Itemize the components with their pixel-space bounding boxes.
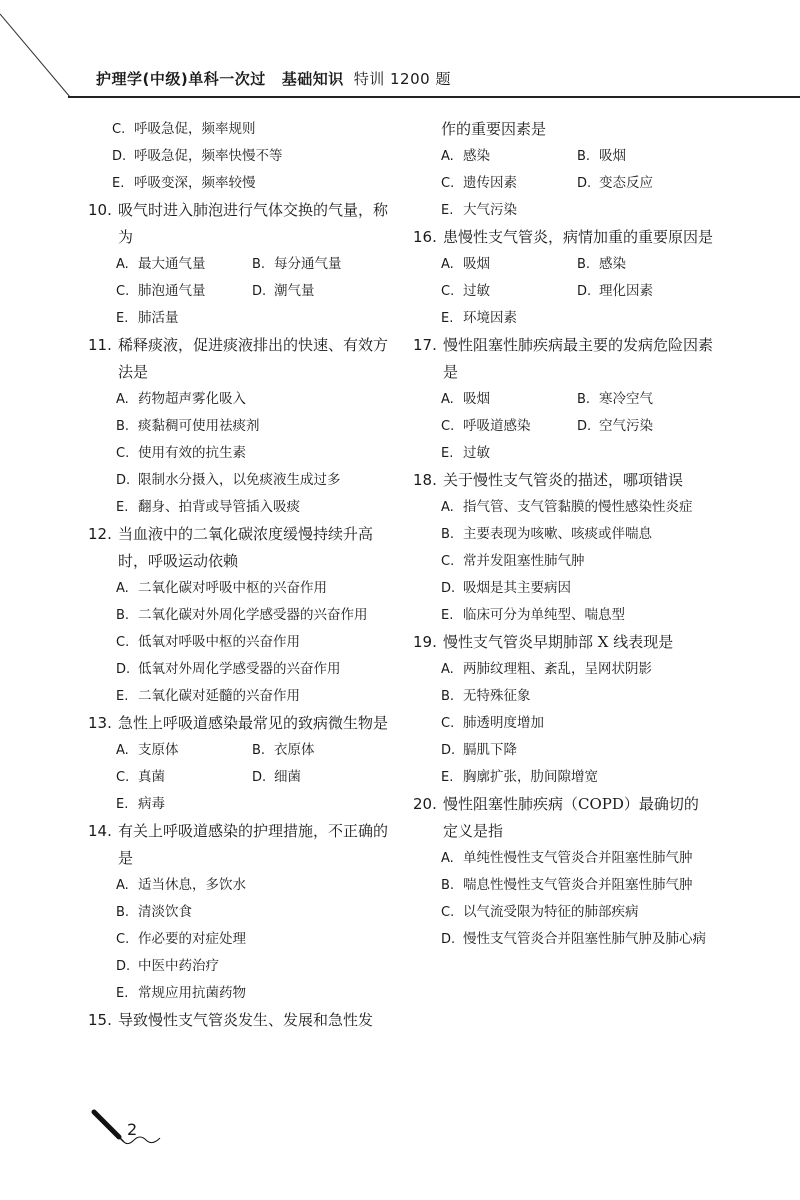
option-row: A. 吸烟 B. 寒冷空气 xyxy=(441,391,653,407)
option: D. 呼吸急促，频率快慢不等 xyxy=(112,148,283,164)
option: D. 吸烟是其主要病因 xyxy=(441,580,571,596)
question-14: 14. 有关上呼吸道感染的护理措施，不正确的是 xyxy=(88,822,389,867)
header-rule xyxy=(68,96,800,98)
option: C. 作必要的对症处理 xyxy=(116,931,246,947)
question-20: 20. 慢性阻塞性肺疾病（COPD）最确切的定义是指 xyxy=(413,795,699,840)
option: E. 翻身、拍背或导管插入吸痰 xyxy=(116,499,300,515)
option: E. 胸廓扩张，肋间隙增宽 xyxy=(441,769,598,785)
header-series: 特训 1200 题 xyxy=(353,70,451,88)
option: B. 二氧化碳对外周化学感受器的兴奋作用 xyxy=(116,607,368,623)
question-13: 13. 急性上呼吸道感染最常见的致病微生物是 xyxy=(88,714,389,732)
question-19: 19. 慢性支气管炎早期肺部 X 线表现是 xyxy=(413,633,674,651)
left-column xyxy=(88,116,388,1034)
option: C. 肺透明度增加 xyxy=(441,715,544,731)
option-row: C. 遗传因素 D. 变态反应 xyxy=(441,175,653,191)
page-number: 2 xyxy=(127,1120,138,1139)
option: C. 使用有效的抗生素 xyxy=(116,445,246,461)
option-row: E. 肺活量 xyxy=(116,310,179,326)
header-part: 基础知识 xyxy=(281,70,344,88)
option-row: C. 过敏 D. 理化因素 xyxy=(441,283,653,299)
question-10: 10. 吸气时进入肺泡进行气体交换的气量，称为 xyxy=(88,201,389,246)
option-row: E. 大气污染 xyxy=(441,202,517,218)
question-11: 11. 稀释痰液，促进痰液排出的快速、有效方法是 xyxy=(88,336,389,381)
question-15: 15. 导致慢性支气管炎发生、发展和急性发 xyxy=(88,1011,374,1029)
question-18: 18. 关于慢性支气管炎的描述，哪项错误 xyxy=(413,471,684,489)
option-row: C. 肺泡通气量 D. 潮气量 xyxy=(116,283,315,299)
option: A. 二氧化碳对呼吸中枢的兴奋作用 xyxy=(116,580,327,596)
option: B. 痰黏稠可使用祛痰剂 xyxy=(116,418,260,434)
option-row: E. 环境因素 xyxy=(441,310,517,326)
option: D. 中医中药治疗 xyxy=(116,958,219,974)
option-row: A. 支原体 B. 衣原体 xyxy=(116,742,315,758)
option: E. 临床可分为单纯型、喘息型 xyxy=(441,607,625,623)
question-17: 17. 慢性阻塞性肺疾病最主要的发病危险因素是 xyxy=(413,336,714,381)
option-row: A. 吸烟 B. 感染 xyxy=(441,256,626,272)
option-row: C. 真菌 D. 细菌 xyxy=(116,769,301,785)
option: B. 清淡饮食 xyxy=(116,904,192,920)
option: A. 单纯性慢性支气管炎合并阻塞性肺气肿 xyxy=(441,850,693,866)
option: C. 常并发阻塞性肺气肿 xyxy=(441,553,585,569)
option: B. 喘息性慢性支气管炎合并阻塞性肺气肿 xyxy=(441,877,693,893)
option-row: C. 呼吸道感染 D. 空气污染 xyxy=(441,418,653,434)
option: D. 膈肌下降 xyxy=(441,742,517,758)
option: B. 无特殊征象 xyxy=(441,688,531,704)
option: E. 常规应用抗菌药物 xyxy=(116,985,246,1001)
option: C. 低氧对呼吸中枢的兴奋作用 xyxy=(116,634,300,650)
option: A. 适当休息，多饮水 xyxy=(116,877,246,893)
right-column xyxy=(413,116,713,953)
header-book-title: 护理学(中级)单科一次过 xyxy=(96,70,266,88)
option-row: E. 病毒 xyxy=(116,796,165,812)
question-16: 16. 患慢性支气管炎，病情加重的重要原因是 xyxy=(413,228,714,246)
option: C. 以气流受限为特征的肺部疾病 xyxy=(441,904,639,920)
option-row: A. 感染 B. 吸烟 xyxy=(441,148,626,164)
option: D. 慢性支气管炎合并阻塞性肺气肿及肺心病 xyxy=(441,931,706,947)
option: A. 药物超声雾化吸入 xyxy=(116,391,246,407)
option: B. 主要表现为咳嗽、咳痰或伴喘息 xyxy=(441,526,652,542)
running-header xyxy=(96,68,451,89)
question-15-continued: 作的重要因素是 xyxy=(441,120,547,138)
option-row: E. 过敏 xyxy=(441,445,490,461)
option: A. 指气管、支气管黏膜的慢性感染性炎症 xyxy=(441,499,693,515)
option-row: A. 最大通气量 B. 每分通气量 xyxy=(116,256,342,272)
option: E. 呼吸变深，频率较慢 xyxy=(112,175,256,191)
option: E. 二氧化碳对延髓的兴奋作用 xyxy=(116,688,300,704)
question-12: 12. 当血液中的二氧化碳浓度缓慢持续升高时，呼吸运动依赖 xyxy=(88,525,374,570)
option: A. 两肺纹理粗、紊乱，呈网状阴影 xyxy=(441,661,652,677)
option: D. 限制水分摄入，以免痰液生成过多 xyxy=(116,472,341,488)
option: D. 低氧对外周化学感受器的兴奋作用 xyxy=(116,661,341,677)
option: C. 呼吸急促，频率规则 xyxy=(112,121,256,137)
